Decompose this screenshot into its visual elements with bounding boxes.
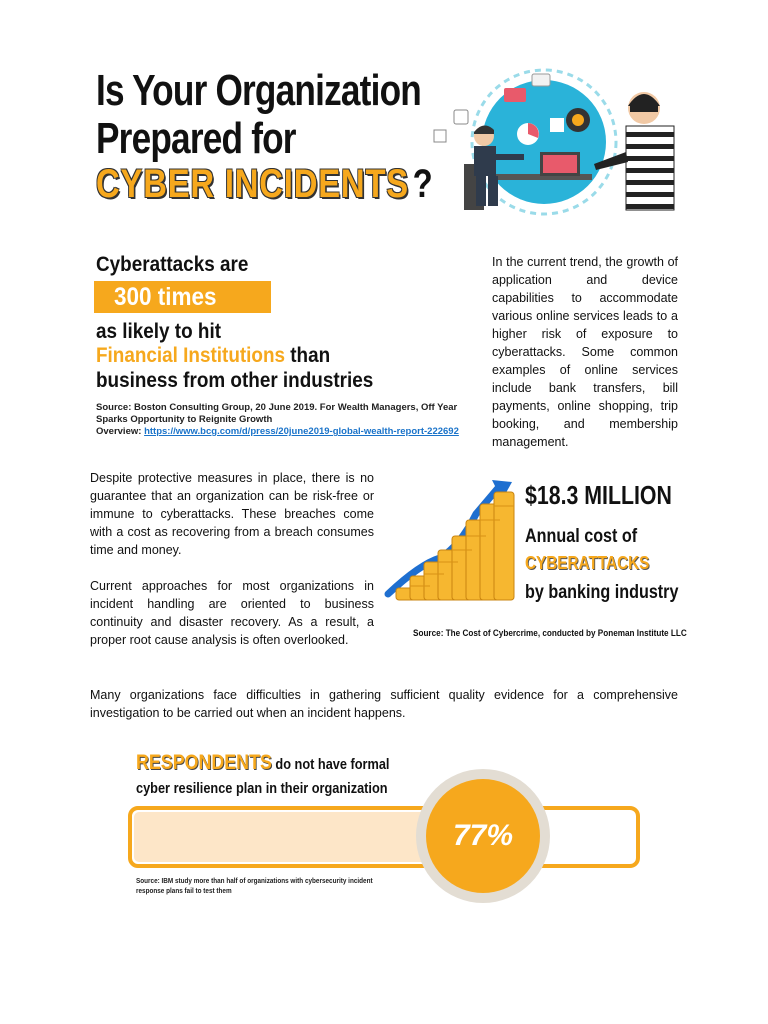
title-line-2: Prepared for <box>96 114 296 163</box>
cost-line-3: by banking industry <box>525 582 679 603</box>
title-line-1: Is Your Organization <box>96 66 421 115</box>
stat-line-3 <box>96 344 330 368</box>
stat-badge <box>94 281 271 313</box>
stat-line-2: as likely to hit <box>96 320 222 343</box>
coin-growth-illustration <box>380 474 520 610</box>
evidence-paragraph: Many organizations face difficulties in gathering sufficient quality evidence for a comprehensive investigation to be carried out when an incident happens. <box>90 688 678 720</box>
overview-link[interactable]: https://www.bcg.com/d/press/20june2019-global-wealth-report-222692 <box>144 426 459 437</box>
cyber-attack-illustration <box>432 68 682 218</box>
respondents-text-1: do not have formal <box>271 756 390 773</box>
stat-highlight-after: than <box>285 344 331 367</box>
cost-highlight: CYBERATTACKS <box>525 553 650 573</box>
respondents-highlight: RESPONDENTS <box>136 751 272 774</box>
cost-amount: $18.3 MILLION <box>525 480 672 510</box>
stat-source-text: Source: Boston Consulting Group, 20 June 2019. For Wealth Managers, Off Year Sparks Opportunity to Reignite Growth <box>96 402 458 425</box>
overview-label: Overview: <box>96 426 142 437</box>
stat-line-4: business from other industries <box>96 369 374 392</box>
stat-highlight: Financial Institutions <box>96 344 286 367</box>
respondents-source: Source: IBM study more than half of organizations with cybersecurity incident response plans fail to test them <box>136 876 373 895</box>
protective-paragraph: Despite protective measures in place, there is no guarantee that an organization can be risk-free or immune to cyberattacks. These breaches come with a cost as recovering from a breach consumes time and money. <box>90 471 374 557</box>
stat-source <box>96 402 476 438</box>
cost-line-1: Annual cost of <box>525 526 638 547</box>
approaches-paragraph: Current approaches for most organizations in incident handling are oriented to business continuity and disaster recovery. As a result, a proper root cause analysis is often overlooked. <box>90 579 374 647</box>
trend-paragraph: In the current trend, the growth of application and device capabilities to accommodate various online services leads to a higher risk of exposure to cyberattacks. Some common examples of online services include bank transfers, bill payments, online shopping, trip booking, and membership management. <box>492 255 678 449</box>
percent-label: 77% <box>452 819 514 852</box>
stat-badge-text: 300 times <box>114 283 217 311</box>
respondents-line-1 <box>136 751 389 775</box>
stat-overview <box>96 426 476 438</box>
title-line-3 <box>96 162 433 207</box>
title-question-mark: ? <box>412 162 433 206</box>
percent-circle <box>426 779 540 893</box>
stat-lead: Cyberattacks are <box>96 253 249 276</box>
title-highlight: CYBER INCIDENTS <box>96 162 409 206</box>
respondents-line-2: cyber resilience plan in their organization <box>136 780 388 797</box>
cost-source: Source: The Cost of Cybercrime, conducted by Poneman Institute LLC <box>413 628 687 639</box>
respondents-progress-bar <box>128 806 640 868</box>
